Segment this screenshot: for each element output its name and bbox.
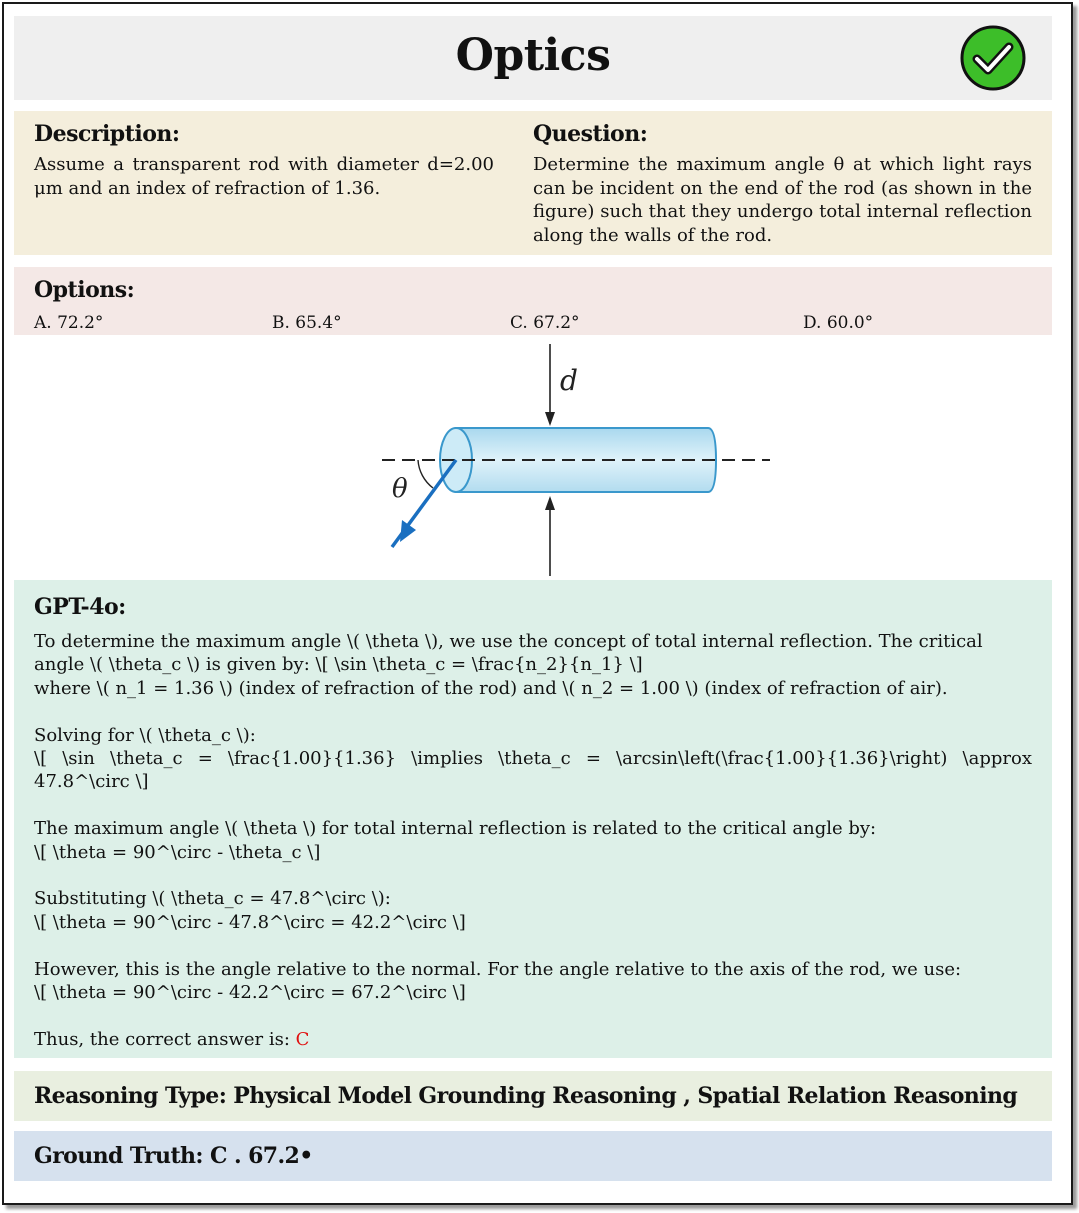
- page-title: Optics: [455, 30, 611, 81]
- ground-truth-text: Ground Truth: C . 67.2•: [34, 1143, 313, 1169]
- options-label: Options:: [34, 277, 135, 303]
- top-arrow-head: [545, 412, 555, 426]
- description-section: [34, 121, 494, 200]
- option-d: D. 60.0°: [803, 313, 874, 333]
- gpt-answer-panel: [14, 580, 1052, 1058]
- theta-label: θ: [392, 474, 408, 504]
- gpt-label: GPT-4o:: [34, 594, 126, 620]
- ground-truth-panel: [14, 1131, 1052, 1181]
- check-icon: [960, 25, 1026, 91]
- option-c: C. 67.2°: [510, 313, 580, 333]
- gpt-line-2: where \( n_1 = 1.36 \) (index of refraction of the rod) and \( n_2 = 1.00 \) (index of refraction of air).: [34, 677, 948, 699]
- question-text: Determine the maximum angle θ at which light rays can be incident on the end of the rod (as shown in the figure) such that they undergo total internal reflection along the walls of the rod.: [533, 154, 1032, 246]
- description-question-panel: [14, 111, 1052, 255]
- gpt-para3-intro: The maximum angle \( \theta \) for total internal reflection is related to the critical angle by:: [34, 818, 877, 840]
- question-section: [533, 121, 1032, 247]
- gpt-para2-equation: \[ \sin \theta_c = \frac{1.00}{1.36} \implies \theta_c = \arcsin\left(\frac{1.00}{1.36}\right) \approx 47.8^\circ \]: [34, 748, 1032, 793]
- option-b: B. 65.4°: [272, 313, 342, 333]
- reasoning-type-text: Reasoning Type: Physical Model Grounding Reasoning , Spatial Relation Reasoning: [34, 1083, 1018, 1109]
- gpt-response: [34, 630, 1032, 1075]
- diameter-label: d: [560, 364, 578, 397]
- gpt-para5-equation: \[ \theta = 90^\circ - 42.2^\circ = 67.2^\circ \]: [34, 982, 466, 1004]
- gpt-para5-intro: However, this is the angle relative to the normal. For the angle relative to the axis of the rod, we use:: [34, 958, 962, 980]
- description-label: Description:: [34, 121, 180, 147]
- question-label: Question:: [533, 121, 648, 147]
- gpt-para3-equation: \[ \theta = 90^\circ - \theta_c \]: [34, 841, 321, 863]
- gpt-para4-equation: \[ \theta = 90^\circ - 47.8^\circ = 42.2^\circ \]: [34, 911, 466, 933]
- gpt-final-answer: C: [295, 1028, 310, 1050]
- gpt-para4-intro: Substituting \( \theta_c = 47.8^\circ \):: [34, 888, 391, 910]
- option-a: A. 72.2°: [34, 313, 104, 333]
- title-bar: [14, 16, 1052, 100]
- gpt-para2-intro: Solving for \( \theta_c \):: [34, 724, 256, 746]
- rod-diagram: [370, 340, 780, 580]
- options-panel: [14, 267, 1052, 335]
- bottom-arrow-head: [545, 496, 555, 510]
- theta-arc: [418, 460, 433, 488]
- reasoning-type-panel: [14, 1071, 1052, 1121]
- description-text: Assume a transparent rod with diameter d=2.00 μm and an index of refraction of 1.36.: [34, 154, 494, 199]
- gpt-line-1: To determine the maximum angle \( \theta \), we use the concept of total internal reflection. The critical angle \( \theta_c \) is given by: \[ \sin \theta_c = \frac{n_2}{n_1} \]: [34, 631, 983, 676]
- gpt-final-prefix: Thus, the correct answer is:: [34, 1028, 296, 1050]
